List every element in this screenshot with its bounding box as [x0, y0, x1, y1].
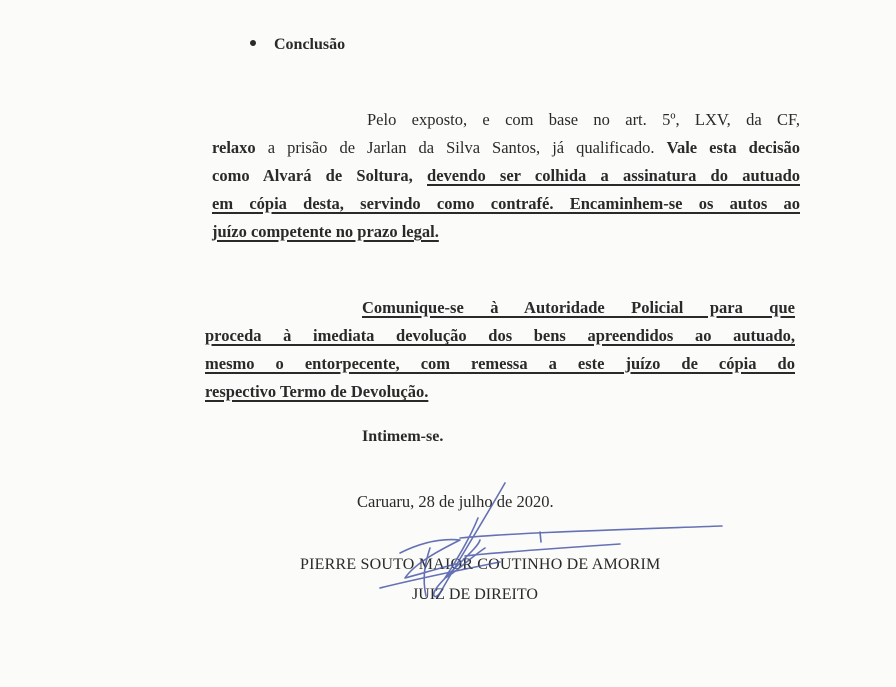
bullet-icon: [250, 40, 256, 46]
decision-line-4: em cópia desta, servindo como contrafé. Encaminhem-se os autos ao: [212, 194, 800, 213]
decision-line-3: [212, 162, 800, 190]
decision-line-2: [212, 134, 800, 162]
alvara-text: como Alvará de Soltura,: [212, 166, 413, 185]
judge-title: JUIZ DE DIREITO: [412, 586, 538, 603]
section-heading: [250, 36, 345, 54]
communication-line-3: mesmo o entorpecente, com remessa a este juízo de cópia do: [205, 354, 795, 373]
judge-name: PIERRE SOUTO MAIOR COUTINHO DE AMORIM: [300, 556, 661, 573]
section-title: Conclusão: [274, 36, 346, 53]
decision-line-1: Pelo exposto, e com base no art. 5º, LXV, da CF,: [367, 110, 800, 129]
decision-paragraph: [212, 106, 800, 246]
communication-line-1: Comunique-se à Autoridade Policial para que: [362, 298, 795, 317]
communication-line-2: proceda à imediata devolução dos bens apreendidos ao autuado,: [205, 326, 795, 345]
place-date: Caruaru, 28 de julho de 2020.: [357, 492, 554, 511]
communication-paragraph: [205, 294, 795, 406]
decision-line-2-bold: Vale esta decisão: [666, 138, 801, 157]
decision-line-5: juízo competente no prazo legal.: [212, 222, 439, 241]
decision-line-3-underlined: devendo ser colhida a assinatura do autuado: [427, 166, 800, 185]
relax-word: relaxo: [212, 138, 256, 157]
decision-line-2-text: a prisão de Jarlan da Silva Santos, já qualificado.: [267, 138, 655, 157]
communication-line-4: respectivo Termo de Devolução.: [205, 382, 429, 401]
intimation-text: Intimem-se.: [362, 428, 444, 445]
